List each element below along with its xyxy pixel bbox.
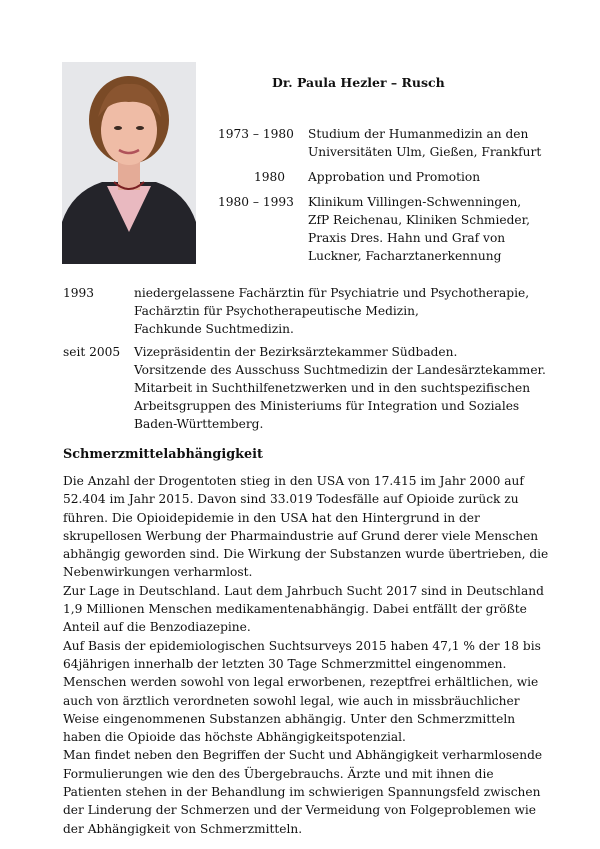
- portrait-photo: [62, 62, 196, 264]
- cv-entry: [63, 343, 583, 433]
- cv-text: [308, 168, 578, 186]
- cv-line: Mitarbeit in Suchthilfenetzwerken und in den suchtspezifischen: [134, 381, 531, 395]
- body-line: Patienten stehen in der Behandlung im schwierigen Spannungsfeld zwischen: [63, 785, 541, 800]
- body-line: 1,9 Millionen Menschen medikamentenabhängig. Dabei entfällt der größte: [63, 602, 527, 617]
- cv-text: [134, 284, 583, 338]
- body-line: der Abhängigkeit von Schmerzmitteln.: [63, 821, 303, 836]
- cv-date: 1993: [63, 286, 95, 300]
- body-line: Menschen werden sowohl von legal erworbenen, rezeptfrei erhältlichen, wie: [63, 675, 539, 690]
- cv-line: Arbeitsgruppen des Ministeriums für Integration und Soziales: [134, 399, 520, 413]
- cv-line: Approbation und Promotion: [308, 170, 481, 184]
- cv-date: 1973 – 1980: [218, 127, 294, 141]
- cv-entry: [218, 168, 578, 186]
- cv-line: Fachärztin für Psychotherapeutische Medizin,: [134, 304, 419, 318]
- cv-line: Baden-Württemberg.: [134, 417, 264, 431]
- body-line: der Linderung der Schmerzen und der Vermeidung von Folgeproblemen wie: [63, 803, 537, 818]
- body-line: Zur Lage in Deutschland. Laut dem Jahrbuch Sucht 2017 sind in Deutschland: [63, 583, 544, 598]
- cv-line: niedergelassene Fachärztin für Psychiatrie und Psychotherapie,: [134, 286, 530, 300]
- cv-text: [308, 193, 578, 265]
- body-text: [63, 472, 583, 838]
- cv-date: 1980: [253, 170, 285, 184]
- section-title: Schmerzmittelabhängigkeit: [63, 447, 263, 462]
- body-line: Weise eingenommenen Substanzen abhängig. Unter den Schmerzmitteln: [63, 711, 516, 726]
- body-line: 64jährigen innerhalb der letzten 30 Tage Schmerzmittel eingenommen.: [63, 656, 507, 671]
- cv-text: [134, 343, 583, 433]
- body-line: Die Anzahl der Drogentoten stieg in den USA von 17.415 im Jahr 2000 auf: [63, 474, 524, 488]
- cv-line: ZfP Reichenau, Kliniken Schmieder,: [308, 213, 530, 227]
- body-line: haben die Opioide das höchste Abhängigkeitspotenzial.: [63, 730, 406, 745]
- body-line: Formulierungen wie den des Übergebrauchs. Ärzte und mit ihnen die: [63, 766, 494, 781]
- portrait-illustration: [62, 62, 196, 264]
- cv-line: Universitäten Ulm, Gießen, Frankfurt: [308, 145, 542, 159]
- body-line: skrupellosen Werbung der Pharmaindustrie auf Grund derer viele Menschen: [63, 528, 539, 543]
- cv-line: Klinikum Villingen-Schwenningen,: [308, 195, 522, 209]
- body-line: Man findet neben den Begriffen der Sucht und Abhängigkeit verharmlosende: [63, 748, 543, 763]
- body-line: führen. Die Opioidepidemie in den USA hat den Hintergrund in der: [63, 510, 480, 525]
- cv-line: Fachkunde Suchtmedizin.: [134, 322, 294, 336]
- body-line: Auf Basis der epidemiologischen Suchtsurveys 2015 haben 47,1 % der 18 bis: [63, 638, 541, 653]
- cv-bottom-list: [63, 284, 583, 438]
- person-name: Dr. Paula Hezler – Rusch: [272, 75, 445, 90]
- cv-line: Vizepräsidentin der Bezirksärztekammer Südbaden.: [134, 345, 458, 359]
- body-line: Nebenwirkungen verharmlost.: [63, 565, 253, 580]
- cv-date: 1980 – 1993: [218, 195, 294, 209]
- cv-text: [308, 125, 578, 161]
- cv-line: Vorsitzende des Ausschuss Suchtmedizin der Landesärztekammer.: [134, 363, 546, 377]
- body-line: auch von ärztlich verordneten sowohl legal, wie auch in missbräuchlicher: [63, 693, 520, 708]
- cv-entry: [218, 193, 578, 265]
- cv-entry: [218, 125, 578, 161]
- cv-line: Luckner, Facharztanerkennung: [308, 249, 502, 263]
- body-line: Anteil auf die Benzodiazepine.: [63, 620, 251, 635]
- body-line: 52.404 im Jahr 2015. Davon sind 33.019 Todesfälle auf Opioide zurück zu: [63, 492, 519, 507]
- cv-entry: [63, 284, 583, 338]
- cv-date: seit 2005: [63, 345, 121, 359]
- body-line: abhängig geworden sind. Die Wirkung der Substanzen wurde übertrieben, die: [63, 547, 549, 562]
- cv-line: Studium der Humanmedizin an den: [308, 127, 529, 141]
- cv-top-list: [218, 125, 578, 272]
- cv-line: Praxis Dres. Hahn und Graf von: [308, 231, 506, 245]
